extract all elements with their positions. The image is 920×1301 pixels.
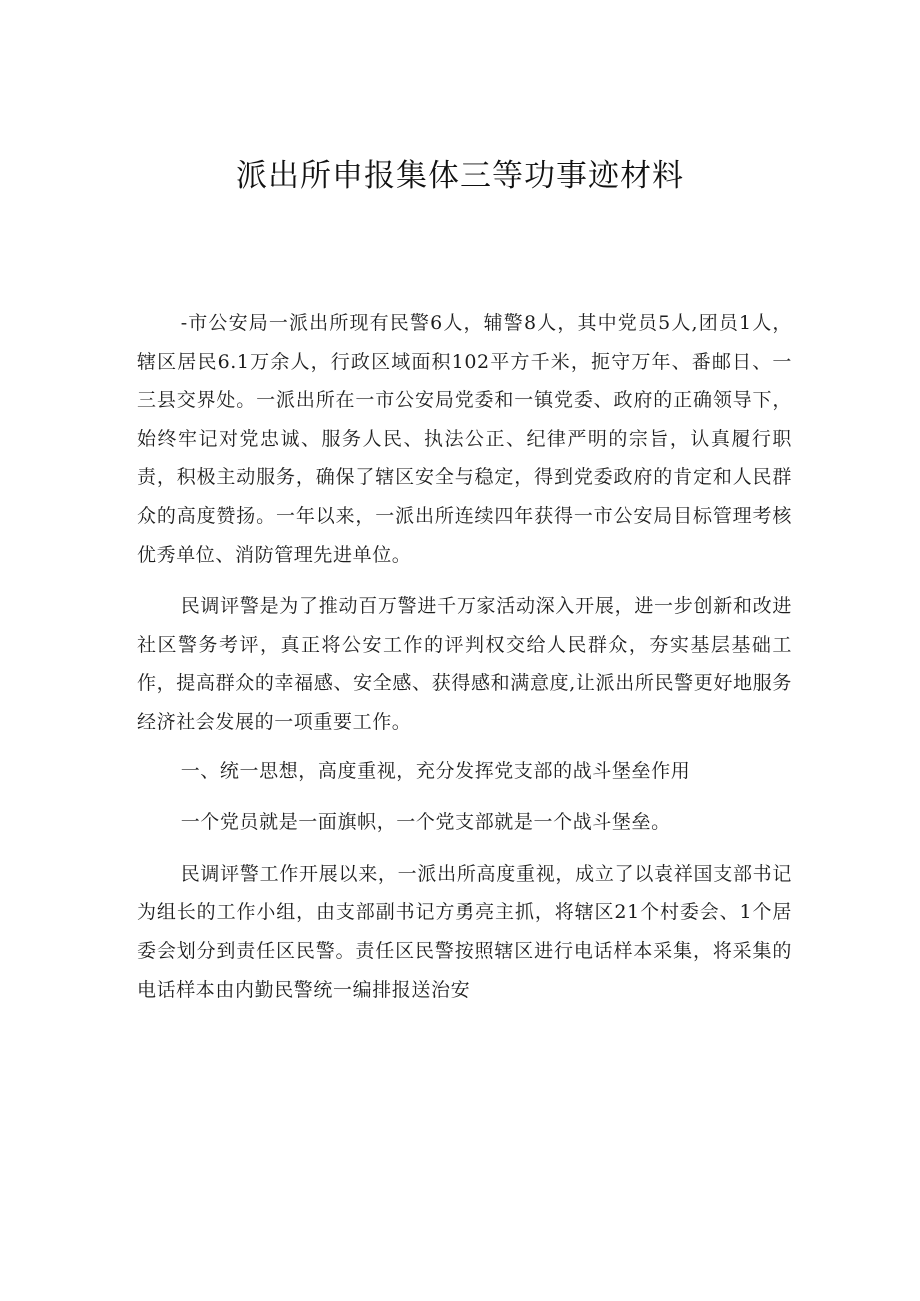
document-title: 派出所申报集体三等功事迹材料 <box>236 158 684 194</box>
paragraph-purpose: 民调评警是为了推动百万警进千万家活动深入开展，进一步创新和改进社区警务考评，真正将公安工作的评判权交给人民群众，夯实基层基础工作，提高群众的幸福感、安全感、获得感和满意度,让派出所民警更好地服务经济社会发展的一项重要工作。 <box>137 595 792 733</box>
section-heading-1: 一、统一思想，高度重视，充分发挥党支部的战斗堡垒作用 <box>180 759 691 782</box>
paragraph-intro: -市公安局一派出所现有民警6人，辅警8人，其中党员5人,团员1人，辖区居民6.1万余人，行政区域面积102平方千米，扼守万年、番邮日、一三县交界处。一派出所在一市公安局党委和一镇党委、政府的正确领导下，始终牢记对党忠诚、服务人民、执法公正、纪律严明的宗旨，认真履行职责，积极主动服务，确保了辖区安全与稳定，得到党委政府的肯定和人民群众的高度赞扬。一年以来，一派出所连续四年获得一市公安局目标管理考核优秀单位、消防管理先进单位。 <box>137 312 792 566</box>
document-body <box>137 304 792 1009</box>
paragraph-work-group: 民调评警工作开展以来，一派出所高度重视，成立了以袁祥国支部书记为组长的工作小组，由支部副书记方勇亮主抓，将辖区21个村委会、1个居委会划分到责任区民警。责任区民警按照辖区进行电话样本采集，将采集的电话样本由内勤民警统一编排报送治安 <box>137 862 792 1001</box>
paragraph-party-banner: 一个党员就是一面旗帜，一个党支部就是一个战斗堡垒。 <box>180 811 671 834</box>
